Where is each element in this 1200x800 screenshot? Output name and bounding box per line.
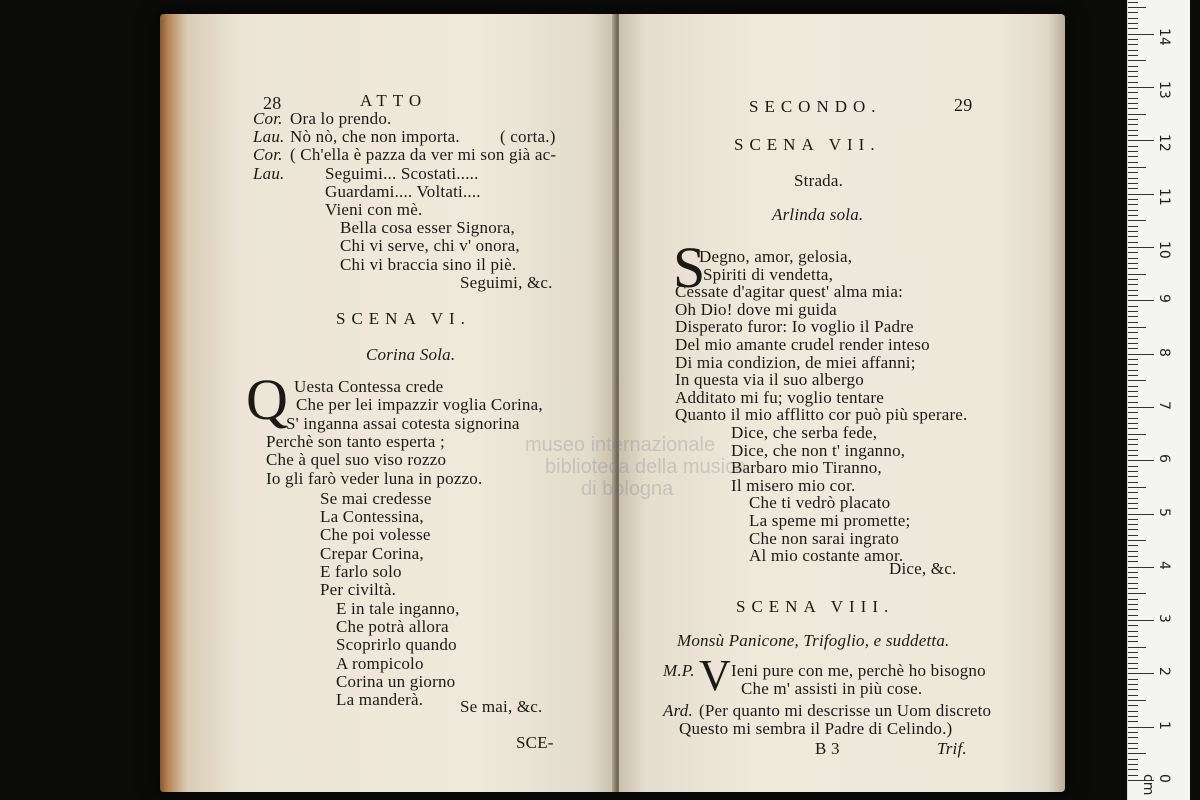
scene-heading: SCENA VI. — [336, 309, 471, 328]
ruler-tick — [1128, 620, 1154, 621]
ruler-tick — [1128, 354, 1154, 355]
ruler-tick — [1128, 322, 1138, 323]
ruler-tick — [1128, 34, 1154, 35]
ruler-tick — [1128, 567, 1154, 568]
ruler-label: 13 — [1156, 81, 1172, 99]
ruler-tick — [1128, 508, 1138, 509]
ruler-tick — [1128, 599, 1138, 600]
ruler-tick — [1128, 146, 1138, 147]
ruler-tick — [1128, 130, 1138, 131]
verse-line: (Per quanto mi descrisse un Uom discreto — [699, 701, 992, 720]
verse-line: Perchè son tanto esperta ; — [266, 431, 445, 451]
verse-line: Quanto il mio afflitto cor può più sperare. — [675, 405, 968, 425]
verse-line: Dice, che serba fede, — [731, 423, 878, 442]
ruler-label: 8 — [1156, 347, 1172, 357]
dialogue-line: Chi vi serve, chi v' onora, — [340, 236, 520, 256]
ruler-tick — [1128, 604, 1138, 605]
ruler-tick — [1128, 439, 1138, 440]
ruler-label: 11 — [1156, 187, 1172, 206]
dialogue-line: Seguimi, &c. — [460, 272, 553, 292]
ruler-tick — [1128, 370, 1138, 371]
ruler-tick — [1128, 226, 1138, 227]
dialogue-line: Chi vi braccia sino il piè. — [340, 254, 517, 274]
ruler-tick — [1128, 151, 1138, 152]
ruler-tick — [1128, 450, 1138, 451]
ruler-tick — [1128, 167, 1146, 168]
ruler-tick — [1128, 172, 1138, 173]
verse-line: Scoprirlo quando — [336, 635, 457, 655]
speaker: M.P. — [663, 661, 695, 680]
scene-subheading: Arlinda sola. — [772, 205, 864, 224]
verse-line: Al mio costante amor. — [749, 546, 904, 566]
ruler-tick — [1128, 519, 1138, 520]
ruler-tick — [1128, 156, 1138, 157]
verse-line: Cessate d'agitar quest' alma mia: — [675, 282, 903, 302]
verse-line: Spiriti di vendetta, — [703, 264, 834, 284]
watermark-line: biblioteca della musica — [545, 456, 747, 478]
dialogue-line: ( Ch'ella è pazza da ver mi son già ac- — [290, 145, 557, 165]
ruler-tick — [1128, 684, 1138, 685]
verse-line: Corina un giorno — [336, 671, 456, 691]
ruler-tick — [1128, 311, 1138, 312]
ruler-tick — [1128, 263, 1138, 264]
ruler-tick — [1128, 737, 1138, 738]
ruler-tick — [1128, 444, 1138, 445]
ruler-tick — [1128, 492, 1138, 493]
ruler-tick — [1128, 76, 1138, 77]
ruler-tick — [1128, 140, 1154, 141]
verse-line: Che m' assisti in più cose. — [741, 679, 923, 698]
ruler-tick — [1128, 50, 1138, 51]
ruler-label: 2 — [1156, 667, 1172, 677]
catchword: Trif. — [937, 739, 967, 758]
ruler-tick — [1128, 252, 1138, 253]
ruler-tick — [1128, 236, 1138, 237]
ruler-tick — [1128, 647, 1146, 648]
open-book — [160, 14, 1065, 792]
ruler-tick — [1128, 258, 1138, 259]
ruler-tick — [1128, 380, 1146, 381]
ruler-label: 0 cm — [1140, 774, 1172, 796]
dialogue-line: Seguimi... Scostati..... — [325, 163, 479, 183]
speaker: Cor. — [253, 109, 283, 128]
ruler-tick — [1128, 55, 1138, 56]
drop-capital: Q — [246, 367, 288, 432]
ruler-tick — [1128, 716, 1138, 717]
ruler-label: 12 — [1156, 134, 1172, 153]
ruler-tick — [1128, 215, 1138, 216]
verse-line: Che non sarai ingrato — [749, 528, 900, 548]
ruler-tick — [1128, 66, 1138, 67]
ruler-tick — [1128, 577, 1138, 578]
ruler-tick — [1128, 199, 1138, 200]
verse-line: Che poi volesse — [320, 525, 431, 545]
verse-line: Che per lei impazzir voglia Corina, — [296, 395, 543, 415]
ruler-tick — [1128, 12, 1138, 13]
ruler-tick — [1128, 39, 1138, 40]
verse-line: Di mia condizion, de miei affanni; — [675, 352, 916, 372]
signature-mark: B 3 — [815, 739, 840, 758]
scene-place: Strada. — [794, 171, 844, 190]
ruler-tick — [1128, 423, 1138, 424]
ruler-tick — [1128, 402, 1138, 403]
ruler-label: 10 — [1156, 241, 1172, 259]
ruler-tick — [1128, 60, 1146, 61]
dialogue-line: Bella cosa esser Signora, — [340, 218, 515, 238]
verse-line: Additato mi fu; voglio tentare — [675, 387, 885, 407]
ruler-tick — [1128, 561, 1138, 562]
ruler-tick — [1128, 82, 1138, 83]
ruler-tick — [1128, 498, 1138, 499]
ruler-tick — [1128, 23, 1138, 24]
ruler-tick — [1128, 428, 1138, 429]
ruler-tick — [1128, 732, 1138, 733]
ruler-label: 14 — [1156, 27, 1172, 46]
ruler-tick — [1128, 220, 1146, 221]
drop-capital: V — [699, 651, 731, 700]
ruler-label: 1 — [1156, 720, 1172, 730]
speaker: Lau. — [253, 163, 285, 183]
ruler-tick — [1128, 204, 1138, 205]
ruler-tick — [1128, 593, 1146, 594]
ruler-tick — [1128, 290, 1138, 291]
ruler-tick — [1128, 364, 1138, 365]
ruler-tick — [1128, 183, 1138, 184]
dialogue-line: Vieni con mè. — [325, 200, 423, 219]
verse-line: La manderà. — [336, 690, 424, 710]
ruler-tick — [1128, 695, 1138, 696]
dialogue-line: Ora lo prendo. — [290, 109, 392, 128]
ruler-tick — [1128, 551, 1138, 552]
verse-line: E farlo solo — [320, 562, 402, 581]
ruler-tick — [1128, 279, 1138, 280]
verse-line: Del mio amante crudel render inteso — [675, 335, 930, 354]
ruler-tick — [1128, 306, 1138, 307]
ruler-tick — [1128, 242, 1138, 243]
ruler-tick — [1128, 391, 1138, 392]
ruler-tick — [1128, 540, 1146, 541]
speaker: Cor. — [253, 145, 283, 165]
scene-subheading-2: Monsù Panicone, Trifoglio, e suddetta. — [677, 631, 950, 650]
left-page — [160, 14, 616, 792]
ruler-tick — [1128, 103, 1138, 104]
ruler-tick — [1128, 247, 1154, 248]
ruler-tick — [1128, 466, 1138, 467]
verse-line: Io gli farò veder luna in pozzo. — [266, 468, 483, 488]
speaker: Lau. — [253, 127, 285, 147]
ruler-tick — [1128, 631, 1138, 632]
ruler-tick — [1128, 98, 1138, 99]
verse-line: Uesta Contessa crede — [294, 377, 444, 396]
right-page — [619, 14, 1065, 792]
ruler-tick — [1128, 7, 1146, 8]
ruler-label: 6 — [1156, 454, 1172, 464]
ruler-tick — [1128, 764, 1138, 765]
measuring-ruler — [1127, 0, 1190, 800]
ruler-tick — [1128, 178, 1138, 179]
ruler-tick — [1128, 673, 1154, 674]
closing-line: Dice, &c. — [889, 559, 957, 578]
ruler-label: 5 — [1156, 507, 1172, 517]
ruler-tick — [1128, 721, 1138, 722]
ruler-tick — [1128, 284, 1138, 285]
ruler-tick — [1128, 268, 1138, 269]
ruler-tick — [1128, 588, 1138, 589]
catchword: SCE- — [516, 733, 554, 752]
verse-line: Oh Dio! dove mi guida — [675, 299, 837, 319]
ruler-tick — [1128, 668, 1138, 669]
page-number: 29 — [954, 95, 973, 115]
page-number: 28 — [263, 93, 282, 113]
ruler-tick — [1128, 524, 1138, 525]
ruler-tick — [1128, 545, 1138, 546]
verse-line: Che à quel suo viso rozzo — [266, 450, 447, 470]
ruler-tick — [1128, 375, 1138, 376]
ruler-tick — [1128, 162, 1138, 163]
ruler-tick — [1128, 327, 1146, 328]
running-head: ATTO — [360, 91, 428, 110]
ruler-tick — [1128, 412, 1138, 413]
verse-line: Ieni pure con me, perchè ho bisogno — [731, 661, 986, 680]
ruler-label: 7 — [1156, 400, 1172, 410]
ruler-tick — [1128, 663, 1138, 664]
ruler-tick — [1128, 348, 1138, 349]
ruler-tick — [1128, 679, 1138, 680]
ruler-tick — [1128, 636, 1138, 637]
ruler-tick — [1128, 338, 1138, 339]
ruler-tick — [1128, 188, 1138, 189]
ruler-tick — [1128, 87, 1154, 88]
running-head: SECONDO. — [749, 97, 882, 116]
watermark — [525, 434, 746, 500]
verse-line: Barbaro mio Tiranno, — [731, 458, 882, 478]
ruler-tick — [1128, 625, 1138, 626]
verse-line: Per civiltà. — [320, 580, 397, 600]
ruler-tick — [1128, 210, 1138, 211]
verse-line: In questa via il suo albergo — [675, 370, 864, 390]
dialogue-line: Nò nò, che non importa. — [290, 127, 460, 147]
ruler-tick — [1128, 535, 1138, 536]
ruler-tick — [1128, 609, 1138, 610]
verse-line: Se mai credesse — [320, 488, 432, 508]
ruler-tick — [1128, 18, 1138, 19]
ruler-tick — [1128, 92, 1138, 93]
ruler-tick — [1128, 700, 1146, 701]
verse-line: Dice, che non t' inganno, — [731, 440, 906, 460]
ruler-tick — [1128, 343, 1138, 344]
ruler-tick — [1128, 460, 1154, 461]
ruler-tick — [1128, 482, 1138, 483]
ruler-tick — [1128, 615, 1138, 616]
ruler-tick — [1128, 114, 1146, 115]
ruler-tick — [1128, 386, 1138, 387]
ruler-tick — [1128, 28, 1138, 29]
ruler-tick — [1128, 775, 1138, 776]
verse-line: Che ti vedrò placato — [749, 493, 891, 513]
verse-line: Che potrà allora — [336, 616, 449, 636]
verse-line: La speme mi promette; — [749, 511, 911, 530]
ruler-tick — [1128, 652, 1138, 653]
ruler-tick — [1128, 418, 1138, 419]
ruler-tick — [1128, 503, 1138, 504]
ruler-label: 9 — [1156, 294, 1172, 304]
verse-line: Disperato furor: Io voglio il Padre — [675, 317, 914, 337]
verse-line: E in tale inganno, — [336, 598, 460, 618]
dialogue-line: Guardami.... Voltati.... — [325, 181, 481, 201]
closing-line: Se mai, &c. — [460, 697, 543, 716]
ruler-tick — [1128, 727, 1154, 728]
ruler-tick — [1128, 316, 1138, 317]
verse-line: La Contessina, — [320, 507, 424, 527]
scene-subheading: Corina Sola. — [366, 345, 456, 364]
ruler-label: 4 — [1156, 560, 1172, 570]
ruler-tick — [1128, 300, 1154, 301]
ruler-tick — [1128, 572, 1138, 573]
ruler-tick — [1128, 743, 1138, 744]
verse-line: S' inganna assai cotesta signorina — [286, 413, 520, 433]
ruler-tick — [1128, 44, 1138, 45]
ruler-tick — [1128, 753, 1146, 754]
ruler-tick — [1128, 471, 1138, 472]
ruler-tick — [1128, 332, 1138, 333]
ruler-tick — [1128, 274, 1146, 275]
ruler-tick — [1128, 455, 1138, 456]
verse-line: Crepar Corina, — [320, 543, 424, 563]
ruler-tick — [1128, 476, 1138, 477]
ruler-tick — [1128, 641, 1138, 642]
ruler-tick — [1128, 108, 1138, 109]
ruler-tick — [1128, 194, 1154, 195]
ruler-tick — [1128, 434, 1146, 435]
scene-heading-2: SCENA VIII. — [736, 597, 895, 616]
ruler-tick — [1128, 295, 1138, 296]
ruler-label: 3 — [1156, 614, 1172, 624]
ruler-tick — [1128, 407, 1154, 408]
watermark-line: di bologna — [581, 478, 674, 500]
ruler-tick — [1128, 119, 1138, 120]
ruler-tick — [1128, 2, 1138, 3]
ruler-tick — [1128, 748, 1138, 749]
watermark-line: museo internazionale — [525, 434, 716, 456]
verse-line: Degno, amor, gelosia, — [699, 247, 853, 266]
ruler-tick — [1128, 711, 1138, 712]
ruler-tick — [1128, 231, 1138, 232]
ruler-tick — [1128, 689, 1138, 690]
ruler-tick — [1128, 514, 1154, 515]
verse-line: Questo mi sembra il Padre di Celindo.) — [679, 719, 953, 738]
ruler-tick — [1128, 705, 1138, 706]
ruler-tick — [1128, 529, 1138, 530]
ruler-tick — [1128, 135, 1138, 136]
ruler-tick — [1128, 769, 1138, 770]
scene-heading: SCENA VII. — [734, 135, 881, 154]
ruler-tick — [1128, 396, 1138, 397]
ruler-tick — [1128, 759, 1138, 760]
stage-direction: ( corta.) — [500, 127, 556, 147]
ruler-tick — [1128, 556, 1138, 557]
ruler-tick — [1128, 71, 1138, 72]
ruler-tick — [1128, 583, 1138, 584]
drop-capital: S — [673, 235, 706, 300]
ruler-tick — [1128, 359, 1138, 360]
ruler-tick — [1128, 657, 1138, 658]
ruler-tick — [1128, 487, 1146, 488]
verse-line: Il misero mio cor. — [731, 475, 856, 495]
verse-line: A rompicolo — [336, 653, 424, 673]
speaker: Ard. — [663, 701, 693, 720]
ruler-tick — [1128, 124, 1138, 125]
